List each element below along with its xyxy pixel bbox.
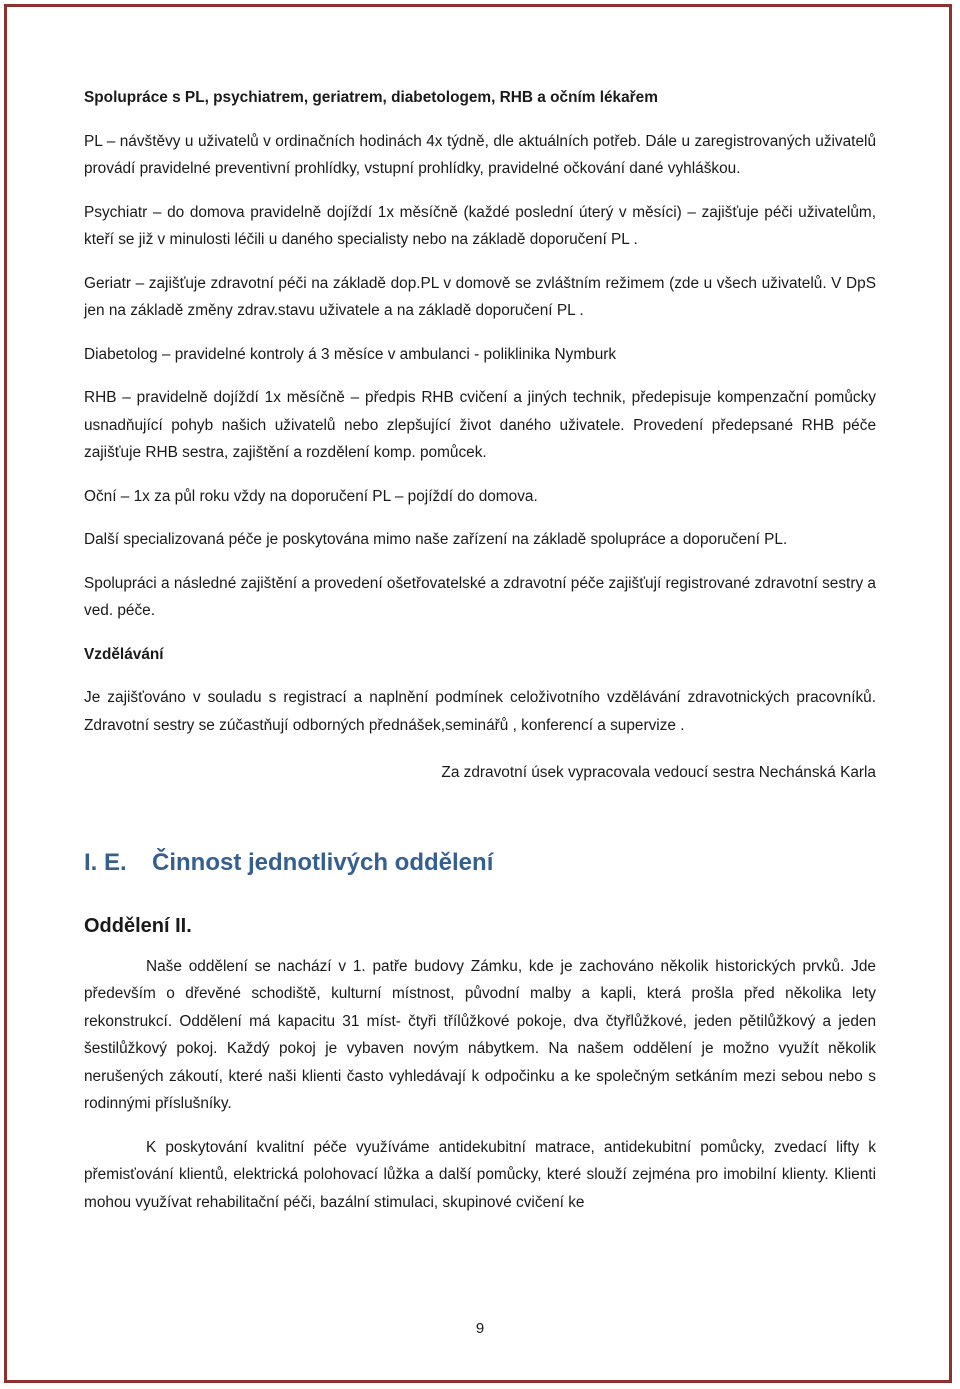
signature-line: Za zdravotní úsek vypracovala vedoucí sestra Nechánská Karla xyxy=(441,764,876,781)
document-body xyxy=(84,84,876,1216)
paragraph-department-care: K poskytování kvalitní péče využíváme antidekubitní matrace, antidekubitní pomůcky, zvedací lifty k přemisťování klientů, elektrická polohovací lůžka a další pomůcky, které slouží zejména pro imobilní klienty. Klienti mohou využívat rehabilitační péči, bazální stimulaci, skupinové cvičení ke xyxy=(84,1138,876,1211)
section-heading-cooperation: Spolupráce s PL, psychiatrem, geriatrem, diabetologem, RHB a očním lékařem xyxy=(84,89,658,106)
department-heading: Oddělení II. xyxy=(84,914,192,937)
paragraph-specialized-care: Další specializovaná péče je poskytována mimo naše zařízení na základě spolupráce a doporučení PL. xyxy=(84,531,788,548)
chapter-heading xyxy=(84,847,876,879)
paragraph-diabetologist: Diabetolog – pravidelné kontroly á 3 měsíce v ambulanci - poliklinika Nymburk xyxy=(84,345,617,363)
paragraph-pl: PL – návštěvy u uživatelů v ordinačních hodinách 4x týdně, dle aktuálních potřeb. Dále u zaregistrovaných uživatelů provádí pravidelné preventivní prohlídky, vstupní prohlídky, pravidelné očkování dané vyhláškou. xyxy=(84,132,876,177)
paragraph-geriatrician: Geriatr – zajišťuje zdravotní péči na základě dop.PL v domově se zvláštním režimem (zde u všech uživatelů. V DpS jen na základě změny zdrav.stavu uživatele a na základě doporučení PL . xyxy=(84,274,876,319)
page-number: 9 xyxy=(475,1320,485,1337)
paragraph-department-description: Naše oddělení se nachází v 1. patře budovy Zámku, kde je zachováno několik historických prvků. Jde především o dřevěné schodiště, kulturní místnost, původní malby a kapli, která prošla před několika lety rekonstrukcí. Oddělení má kapacitu 31 míst- čtyři třílůžkové pokoje, dva čtyřlůžkové, jeden pětilůžkový a jeden šestilůžkový pokoj. Každý pokoj je vybaven novým nábytkem. Na našem oddělení je možno využít několik nerušených zákoutí, které naši klienti často vyhledávají k odpočinku a ke společným setkáním mezi sebou nebo s rodinnými příslušníky. xyxy=(84,957,876,1112)
paragraph-psychiatrist: Psychiatr – do domova pravidelně dojíždí 1x měsíčně (každé poslední úterý v měsíci) – zajišťuje péči uživatelům, kteří se již v minulosti léčili u daného specialisty nebo na základě doporučení PL . xyxy=(84,203,876,248)
paragraph-nursing: Spolupráci a následné zajištění a provedení ošetřovatelské a zdravotní péče zajišťují registrované zdravotní sestry a ved. péče. xyxy=(84,574,876,619)
paragraph-eye: Oční – 1x za půl roku vždy na doporučení PL – pojíždí do domova. xyxy=(84,487,538,505)
chapter-number: I. E. xyxy=(84,848,127,876)
section-heading-education: Vzdělávání xyxy=(84,645,164,663)
paragraph-rhb: RHB – pravidelně dojíždí 1x měsíčně – předpis RHB cvičení a jiných technik, předepisuje kompenzační pomůcky usnadňující pohyb našich uživatelů nebo zlepšující život daného uživatele. Provedení předepsané RHB péče zajišťuje RHB sestra, zajištění a rozdělení komp. pomůcek. xyxy=(84,389,876,461)
paragraph-education: Je zajišťováno v souladu s registrací a naplnění podmínek celoživotního vzdělávání zdravotnických pracovníků. Zdravotní sestry se zúčastňují odborných přednášek,seminářů , konferencí a supervize . xyxy=(84,689,876,734)
chapter-title: Činnost jednotlivých oddělení xyxy=(152,848,494,876)
